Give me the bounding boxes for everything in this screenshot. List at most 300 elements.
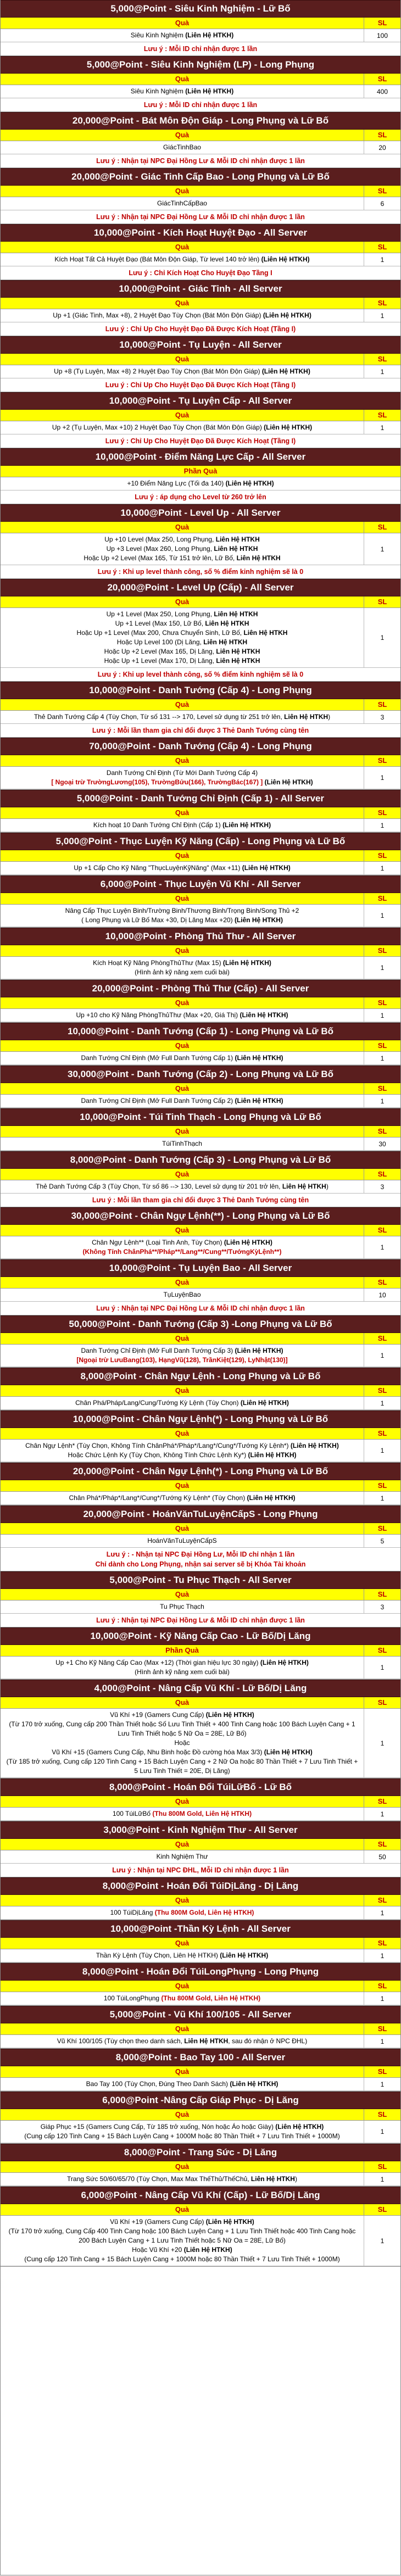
table-row [1, 1992, 400, 2005]
reward-section [1, 2049, 400, 2092]
reward-section [1, 980, 400, 1023]
reward-section [1, 504, 400, 579]
reward-description [1, 253, 364, 266]
contact-text: (Liên Hệ HTKH) [240, 1399, 289, 1407]
contact-text: (Liên Hệ HTKH) [247, 1494, 296, 1502]
highlight-text: (Thu 800M Gold, Liên Hệ HTKH) [152, 1810, 252, 1817]
header-qty: SL [377, 946, 387, 955]
reward-section [1, 876, 400, 928]
reward-description [1, 1345, 364, 1367]
contact-text: (Liên Hệ HTKH) [235, 1347, 283, 1354]
reward-section [1, 738, 400, 790]
contact-text: Liên Hệ HTKH [215, 536, 260, 543]
contact-text: (Liên Hệ HTKH) [240, 1011, 288, 1019]
contact-text: (Liên Hệ HTKH) [264, 423, 313, 431]
table-header [1, 1169, 400, 1180]
reward-qty: 3 [380, 713, 385, 721]
reward-qty: 1 [380, 423, 385, 432]
table-row [1, 819, 400, 832]
table-row [1, 1052, 400, 1065]
contact-text: Liên Hệ HTKH [214, 545, 258, 553]
header-item: Quà [1, 1126, 364, 1137]
header-qty: SL [377, 2162, 387, 2171]
reward-text: Trang Sức 50/60/65/70 (Tùy Chọn, Max Max ThếThủ/ThếChủ, [67, 2175, 251, 2183]
header-item: Quà [1, 1938, 364, 1949]
header-item: Quà [1, 1839, 364, 1850]
table-header [1, 1040, 400, 1052]
section-title: 8,000@Point - Hoán Đổi TúiLongPhụng - Long Phụng [1, 1963, 400, 1981]
contact-text: (Liên Hệ HTKH) [261, 367, 310, 375]
reward-text: Chân Ngự Lệnh* (Tùy Chọn, Không Tính ChânPhá*/Pháp*/Lang*/Cung*/Tướng Kỳ Lệnh*) [25, 1442, 291, 1449]
section-title: 20,000@Point - Phòng Thủ Thư (Cấp) - All Server [1, 980, 400, 997]
reward-text: (Từ 170 trở xuống, Cung cấp 200 Thần Thiết hoặc Số Lưu Tinh Thiết + 400 Tinh Cang hoặc 100 Bách Luyện Cang + 1 Lưu Tinh Thiết hoặc 5 Nữ Oa = 28E, Lữ Bố) [9, 1720, 355, 1737]
table-header [1, 354, 400, 365]
header-item: Quà [1, 850, 364, 861]
note-line: Lưu ý : Chỉ Kích Hoạt Cho Huyệt Đạo Tầng I [129, 269, 272, 277]
contact-text: (Liên Hệ HTKH) [242, 864, 291, 872]
reward-qty: 1 [380, 2128, 385, 2135]
contact-text: Liên Hệ HTKH [184, 2037, 229, 2045]
section-title: 70,000@Point - Danh Tướng (Cấp 4) - Long Phụng [1, 738, 400, 755]
reward-qty: 1 [380, 545, 385, 553]
reward-qty: 1 [380, 1011, 385, 1019]
section-title: 10,000@Point - Tụ Luyện Bao - All Server [1, 1259, 400, 1277]
table-header [1, 1796, 400, 1808]
header-item: Quà [1, 410, 364, 421]
table-header [1, 1277, 400, 1289]
contact-text: (Liên Hệ HTKH) [230, 2080, 279, 2088]
section-note [1, 98, 400, 111]
reward-text: (Từ 170 trở xuống, Cung Cấp 400 Tinh Cang hoặc 100 Bách Luyện Cang + 1 Lưu Tinh Thiết hoặc 400 Tinh Cang hoặc 200 Bách Luyện Cang + 1 Lưu Tinh Thiết hoặc 5 Nữ Oa = 28E, Lữ Bố) [8, 2227, 356, 2244]
table-header [1, 699, 400, 711]
table-header [1, 997, 400, 1009]
contact-text: (Liên Hệ HTKH) [205, 1711, 254, 1719]
reward-text: Siêu Kinh Nghiệm [130, 87, 186, 95]
table-header [1, 1428, 400, 1440]
reward-text: HoánVănTuLuyệnCấpS [147, 1537, 217, 1545]
contact-text: Liên Hệ HTKH [216, 657, 260, 665]
reward-text: Vũ Khí +15 (Gamers Cung Cấp, Nhu Binh hoặc Đồ cường hóa Max 3/3) [52, 1748, 264, 1756]
reward-description [1, 767, 364, 789]
reward-section [1, 1259, 400, 1315]
reward-text: Thần Kỳ Lệnh (Tùy Chọn, Liên Hệ HTKH) [96, 1951, 220, 1959]
table-header [1, 850, 400, 862]
reward-text: Up +3 Level (Max 260, Long Phụng, [106, 545, 214, 553]
table-row [1, 29, 400, 42]
reward-qty: 1 [380, 1664, 385, 1671]
header-qty: SL [377, 1170, 387, 1178]
table-row [1, 2216, 400, 2266]
section-title: 8,000@Point - Danh Tướng (Cấp 3) - Long Phụng và Lữ Bố [1, 1151, 400, 1169]
header-qty: SL [377, 1896, 387, 1904]
reward-section [1, 1778, 400, 1821]
header-item: Quà [1, 807, 364, 818]
reward-description [1, 1535, 364, 1547]
table-row [1, 1492, 400, 1505]
reward-qty: 1 [380, 634, 385, 642]
reward-text: Up +1 Cho Kỹ Năng Cấp Cao (Max +12) (Thời gian hiệu lực 30 ngày) [55, 1659, 260, 1666]
header-qty: SL [377, 1334, 387, 1342]
reward-text: ) [326, 1183, 328, 1190]
note-line: Lưu ý : Mỗi lần tham gia chỉ đổi được 3 Thẻ Danh Tướng cùng tên [92, 1196, 309, 1204]
header-item: Quà [1, 997, 364, 1008]
contact-text: (Liên Hệ HTKH) [222, 959, 271, 967]
header-item: Quà [1, 1225, 364, 1236]
reward-description [1, 862, 364, 874]
reward-qty: 1 [380, 1810, 385, 1818]
reward-description [1, 2078, 364, 2090]
reward-section [1, 2187, 400, 2267]
reward-section [1, 2006, 400, 2049]
header-qty: SL [377, 243, 387, 251]
contact-text: (Liên Hệ HTKH) [290, 1442, 339, 1449]
reward-section [1, 928, 400, 980]
reward-section [1, 1877, 400, 1920]
contact-text: Liên Hệ HTKH [250, 2175, 295, 2183]
reward-qty: 6 [380, 199, 385, 208]
contact-text: Liên Hệ HTKH [214, 610, 258, 618]
note-line: Lưu ý : Nhận tại NPC Đại Hồng Lư & Mỗi ID chỉ nhận được 1 lần [96, 1304, 305, 1312]
table-row [1, 2035, 400, 2048]
reward-section [1, 1463, 400, 1506]
reward-text: Kích hoạt 10 Danh Tướng Chỉ Định (Cấp 1) [93, 821, 223, 829]
reward-qty: 50 [378, 1853, 386, 1861]
table-row [1, 197, 400, 210]
header-item: Quà [1, 1277, 364, 1288]
reward-qty: 1 [380, 1097, 385, 1105]
note-line: Lưu ý : Nhận tại NPC Đại Hồng Lư & Mỗi ID chỉ nhận được 1 lần [96, 213, 305, 221]
reward-text: Danh Tướng Chỉ Định (Mở Full Danh Tướng Cấp 1) [81, 1054, 235, 1062]
reward-description [1, 1657, 364, 1679]
header-item: Quà [1, 74, 364, 85]
reward-description [1, 1601, 364, 1613]
reward-qty: 1 [380, 2080, 385, 2088]
reward-qty: 10 [378, 1291, 386, 1299]
header-qty: SL [377, 2110, 387, 2118]
reward-text: Chân Phá*/Pháp*/Lang*/Cung*/Tướng Kỳ Lệnh* (Tùy Chọn) [69, 1494, 247, 1502]
note-line: Lưu ý : Chỉ Up Cho Huyệt Đạo Đã Được Kích Hoạt (Tầng I) [105, 325, 296, 333]
header-qty: SL [377, 355, 387, 363]
header-item: Quà [1, 1385, 364, 1396]
table-row [1, 1345, 400, 1367]
section-title: 10,000@Point - Túi Tinh Thạch - Long Phụng và Lữ Bố [1, 1108, 400, 1126]
reward-section [1, 336, 400, 392]
table-row [1, 365, 400, 378]
reward-description [1, 1180, 364, 1193]
reward-text: +10 Điểm Năng Lực (Tối đa 140) [127, 479, 226, 487]
reward-qty: 1 [380, 1951, 385, 1960]
contact-text: Liên Hệ HTKH [205, 620, 249, 627]
section-title: 10,000@Point - Level Up - All Server [1, 504, 400, 522]
table-header [1, 522, 400, 533]
header-qty: SL [377, 2205, 387, 2213]
contact-text: (Liên Hệ HTKH) [185, 87, 234, 95]
reward-section [1, 1315, 400, 1368]
reward-description [1, 1289, 364, 1301]
note-line: Lưu ý : Nhận tại NPC Đại Hồng Lư & Mỗi ID chỉ nhận được 1 lần [96, 1616, 305, 1624]
header-item: Quà [1, 699, 364, 710]
reward-text: 100 TúiDịLăng [110, 1909, 155, 1916]
section-note [1, 1194, 400, 1207]
table-header [1, 1126, 400, 1138]
reward-qty: 1 [380, 1399, 385, 1407]
section-note [1, 378, 400, 392]
reward-text: GiácTinhCấpBao [157, 199, 207, 207]
section-title: 20,000@Point - Chân Ngự Lệnh(*) - Long Phụng và Lữ Bố [1, 1463, 400, 1480]
contact-text: (Liên Hệ HTKH) [264, 1748, 313, 1756]
table-header [1, 596, 400, 608]
contact-text: (Liên Hệ HTKH) [224, 1239, 272, 1246]
reward-description [1, 1850, 364, 1863]
table-header [1, 2023, 400, 2035]
table-row [1, 905, 400, 927]
header-item: Quà [1, 2066, 364, 2077]
section-title: 5,000@Point - Vũ Khí 100/105 - All Server [1, 2006, 400, 2023]
reward-section [1, 1627, 400, 1680]
reward-text: Tu Phục Thạch [160, 1603, 204, 1610]
reward-qty: 1 [380, 2175, 385, 2183]
section-note [1, 1614, 400, 1627]
reward-description [1, 2035, 364, 2048]
table-row [1, 1397, 400, 1410]
reward-text: ( Long Phụng và Lữ Bố Max +30, Dị Lăng Max +20) [81, 916, 235, 924]
table-header [1, 1589, 400, 1601]
table-header [1, 186, 400, 197]
reward-text: Danh Tướng Chỉ Định (Mở Full Danh Tướng Cấp 3) [81, 1347, 235, 1354]
table-header [1, 1895, 400, 1906]
note-line: Lưu ý : Nhận tại NPC ĐHL, Mỗi ID chỉ nhận được 1 lần [112, 1866, 289, 1874]
reward-text: (Hình ảnh kỹ năng xem cuối bài) [135, 1668, 230, 1676]
reward-section [1, 2144, 400, 2187]
reward-section [1, 1151, 400, 1207]
header-qty: SL [377, 700, 387, 709]
section-title: 50,000@Point - Danh Tướng (Cấp 3) -Long Phụng và Lữ Bố [1, 1315, 400, 1333]
reward-section [1, 224, 400, 280]
header-item: Quà [1, 2204, 364, 2215]
header-qty: SL [377, 19, 387, 27]
reward-text: Up +8 (Tụ Luyện, Max +8) 2 Huyệt Đạo Tùy Chọn (Bát Môn Độn Giáp) [54, 367, 262, 375]
table-row [1, 533, 400, 565]
contact-text: (Liên Hệ HTKH) [260, 1659, 309, 1666]
reward-qty: 5 [380, 1537, 385, 1545]
header-item: Quà [1, 1523, 364, 1534]
reward-text: GiácTinhBao [163, 143, 201, 151]
reward-description [1, 1992, 364, 2005]
header-qty: SL [377, 851, 387, 860]
section-note [1, 42, 400, 55]
reward-description [1, 1808, 364, 1820]
table-header [1, 1697, 400, 1709]
reward-section [1, 112, 400, 168]
reward-description [1, 957, 364, 979]
reward-description [1, 1440, 364, 1462]
table-header [1, 18, 400, 29]
header-qty: SL [377, 75, 387, 83]
section-title: 5,000@Point - Danh Tướng Chỉ Định (Cấp 1) - All Server [1, 790, 400, 807]
reward-text: Up +1 Level (Max 250, Long Phụng, [106, 610, 214, 618]
note-line: Lưu ý : Chỉ Up Cho Huyệt Đạo Đã Được Kích Hoạt (Tầng I) [105, 437, 296, 445]
reward-text: Vũ Khí 100/105 (Tùy chọn theo danh sách, [57, 2037, 185, 2045]
table-row [1, 1906, 400, 1920]
reward-text: TụLuyệnBao [163, 1291, 201, 1298]
header-item: Quà [1, 945, 364, 956]
reward-qty: 1 [380, 774, 385, 782]
reward-description [1, 421, 364, 434]
reward-text: Up +1 Level (Max 150, Lữ Bố, [115, 620, 205, 627]
header-item: Quà [1, 2161, 364, 2172]
header-item: Quà [1, 1796, 364, 1807]
contact-text: (Liên Hệ HTKH) [235, 1097, 283, 1105]
reward-text: Vũ Khí +19 (Gamers Cung Cấp) [110, 1711, 206, 1719]
section-title: 8,000@Point - Hoán Đổi TúiLữBố - Lữ Bố [1, 1778, 400, 1796]
note-line: Lưu ý : Khi up level thành công, số % điểm kinh nghiệm sẽ là 0 [97, 671, 304, 678]
header-item: Phần Quà [1, 1645, 364, 1656]
table-row [1, 1095, 400, 1108]
header-qty: SL [377, 2067, 387, 2076]
reward-description [1, 1095, 364, 1107]
reward-qty: 1 [380, 2037, 385, 2045]
header-qty: SL [377, 1041, 387, 1050]
reward-section [1, 1023, 400, 1066]
reward-text: Danh Tướng Chỉ Định (Từ Mới Danh Tướng Cấp 4) [106, 769, 258, 777]
reward-qty: 1 [380, 864, 385, 872]
table-row [1, 1949, 400, 1962]
reward-text: Hoặc Up Level 100 (Dị Lăng, [116, 638, 204, 646]
table-row [1, 421, 400, 434]
table-row [1, 767, 400, 789]
reward-text: Thẻ Danh Tướng Cấp 4 (Tùy Chọn, Từ số 131 --> 170, Level sử dụng từ 251 trở lên, [34, 713, 285, 721]
section-title: 20,000@Point - Level Up (Cấp) - All Server [1, 579, 400, 596]
reward-text: Bao Tay 100 (Tùy Chọn, Đúng Theo Danh Sách) [86, 2080, 230, 2088]
header-qty: SL [377, 598, 387, 606]
table-row [1, 1289, 400, 1302]
header-item: Quà [1, 1895, 364, 1906]
note-line: Lưu ý : áp dụng cho Level từ 260 trở lên [135, 493, 266, 501]
header-item: Quà [1, 755, 364, 766]
header-item: Quà [1, 298, 364, 309]
header-item: Quà [1, 1333, 364, 1344]
reward-description [1, 2216, 364, 2266]
section-title: 8,000@Point - Chân Ngự Lệnh - Long Phụng và Lữ Bố [1, 1368, 400, 1385]
header-qty: SL [377, 1386, 387, 1395]
header-item: Quà [1, 18, 364, 29]
reward-description [1, 905, 364, 927]
section-title: 6,000@Point -Nâng Cấp Giáp Phục - Dị Lăng [1, 2092, 400, 2109]
table-row [1, 1601, 400, 1614]
table-row [1, 1850, 400, 1864]
reward-description [1, 2173, 364, 2185]
reward-text: Up +2 (Tụ Luyện, Max +10) 2 Huyệt Đạo Tùy Chọn (Bát Môn Độn Giáp) [52, 423, 264, 431]
contact-text: (Liên Hệ HTKH) [222, 821, 271, 829]
reward-text: Thẻ Danh Tướng Cấp 3 (Tùy Chọn, Từ số 86 --> 130, Level sử dụng từ 201 trở lên, [36, 1183, 282, 1190]
table-row [1, 711, 400, 724]
header-qty: SL [377, 411, 387, 419]
reward-qty: 1 [380, 912, 385, 919]
header-qty: SL [377, 1982, 387, 1990]
contact-text: (Liên Hệ HTKH) [220, 1951, 269, 1959]
reward-qty: 1 [380, 964, 385, 972]
highlight-text: [Ngoại trừ LưuBang(103), HạngVũ(128), TrầnKiệt(129), LyNhật(130)] [76, 1356, 288, 1364]
table-header [1, 1333, 400, 1345]
header-item: Quà [1, 596, 364, 607]
section-title: 10,000@Point - Chân Ngự Lệnh(*) - Long Phụng và Lữ Bố [1, 1410, 400, 1428]
table-header [1, 1645, 400, 1657]
reward-qty: 1 [380, 311, 385, 320]
reward-text: Kinh Nghiệm Thư [156, 1853, 208, 1860]
reward-description [1, 1009, 364, 1022]
header-item: Quà [1, 242, 364, 253]
section-title: 10,000@Point - Tụ Luyện Cấp - All Server [1, 392, 400, 410]
reward-text: Danh Tướng Chỉ Định (Mở Full Danh Tướng Cấp 2) [81, 1097, 235, 1105]
reward-qty: 1 [380, 1244, 385, 1251]
reward-qty: 20 [378, 143, 386, 152]
table-header [1, 242, 400, 253]
table-header [1, 1083, 400, 1095]
section-title: 10,000@Point -Thần Kỳ Lệnh - All Server [1, 1920, 400, 1938]
table-header [1, 2066, 400, 2078]
header-qty: SL [377, 1084, 387, 1092]
reward-section [1, 280, 400, 336]
table-row [1, 1138, 400, 1151]
reward-section [1, 1571, 400, 1627]
section-note [1, 1548, 400, 1571]
table-header [1, 466, 400, 477]
highlight-text: (Thu 800M Gold, Liên Hệ HTKH) [154, 1909, 254, 1916]
table-row [1, 1535, 400, 1548]
table-header [1, 2109, 400, 2121]
header-qty: SL [377, 131, 387, 139]
reward-text: Hoặc Up +2 Level (Max 165, Từ 151 trở lên, Lữ Bố, [83, 554, 237, 562]
reward-text: Up +1 (Giác Tinh, Max +8), 2 Huyệt Đạo Tùy Chọn (Bát Môn Độn Giáp) [53, 311, 263, 319]
contact-text: (Liên Hệ HTKH) [225, 479, 274, 487]
reward-text: (Hình ảnh kỹ năng xem cuối bài) [135, 968, 230, 976]
header-qty: SL [377, 999, 387, 1007]
reward-section [1, 1821, 400, 1877]
reward-section [1, 790, 400, 833]
reward-description [1, 1492, 364, 1504]
section-note [1, 724, 400, 737]
table-header [1, 893, 400, 905]
reward-description [1, 819, 364, 832]
reward-text: Hoặc Up +1 Level (Max 200, Chưa Chuyển Sinh, Lữ Bố, [76, 629, 244, 637]
table-row [1, 1009, 400, 1022]
section-note [1, 1302, 400, 1315]
table-header [1, 410, 400, 421]
table-row [1, 1440, 400, 1462]
contact-text: Liên Hệ HTKH [216, 648, 260, 655]
reward-text: (Cung cấp 120 Tinh Cang + 15 Bách Luyện Cang + 1000M hoặc 80 Thần Thiết + 7 Lưu Tinh Thiết + 1000M) [24, 2255, 340, 2263]
reward-qty: 3 [380, 1603, 385, 1611]
reward-text: Hoặc Up +2 Level (Max 165, Dị Lăng, [104, 648, 216, 655]
section-note [1, 322, 400, 336]
contact-text: (Liên Hệ HTKH) [275, 2123, 324, 2131]
reward-section [1, 1506, 400, 1571]
table-header [1, 1839, 400, 1850]
table-row [1, 85, 400, 98]
section-title: 10,000@Point - Kỹ Năng Cấp Cao - Lữ Bố/Dị Lăng [1, 1627, 400, 1645]
reward-section [1, 168, 400, 224]
reward-text: Hoặc Up +1 Level (Max 170, Dị Lăng, [104, 657, 216, 665]
reward-description [1, 197, 364, 210]
header-qty: SL [377, 1698, 387, 1707]
table-row [1, 309, 400, 322]
reward-text: Hoặc Chức Lệnh Ky (Tùy Chọn, Không Tính Chức Lệnh Ky*) [68, 1451, 248, 1459]
reward-section [1, 1963, 400, 2006]
reward-section [1, 1680, 400, 1778]
section-title: 10,000@Point - Phòng Thủ Thư - All Server [1, 928, 400, 945]
header-qty: SL [377, 894, 387, 902]
table-row [1, 608, 400, 668]
